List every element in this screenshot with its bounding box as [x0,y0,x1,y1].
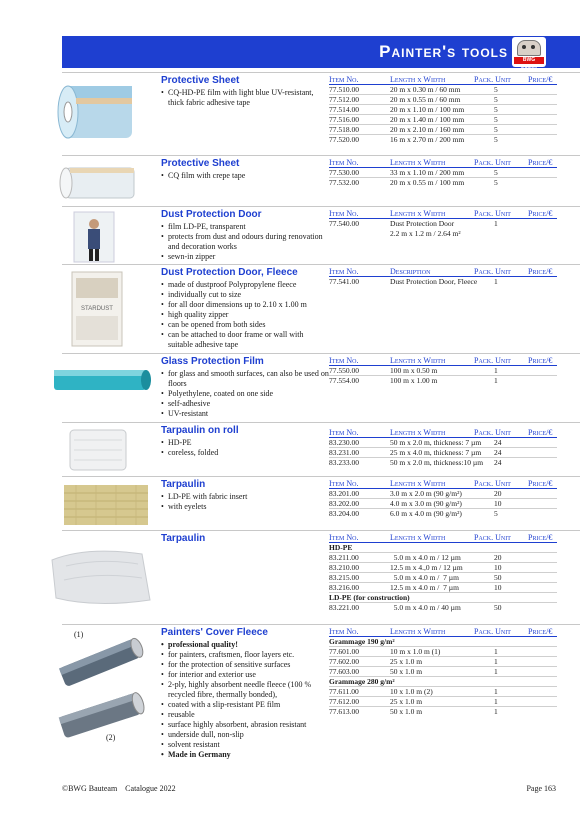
product-description [161,425,329,458]
product-description [161,356,329,419]
feature-bullet: • protects from dust and odours during renovation and decoration works [161,232,329,252]
table-row: 77.613.00 50 x 1.0 m 1 [329,707,498,716]
table-row: 77.611.00 10 x 1.0 m (2) 1 [329,687,557,697]
feature-bullet: • underside dull, non-slip [161,730,329,740]
table-header: Item No. Length x Width Pack. Unit Price/€ [329,158,557,168]
product-description [161,209,329,262]
table-row: 77.612.00 25 x 1.0 m 1 [329,697,557,707]
table-row: 77.550.00 100 m x 0.50 m 1 [329,366,557,376]
section-divider [62,72,580,73]
group-label: Grammage 280 g/m² [329,677,557,687]
section-divider [62,264,580,265]
product-title: Dust Protection Door [161,209,262,220]
feature-bullet: • HD-PE [161,438,329,448]
table-row: 77.514.00 20 m x 1.10 m / 100 mm 5 [329,105,557,115]
table-header: Item No. Length x Width Pack. Unit Price/€ [329,533,557,543]
fleece-roll-280-image [46,690,158,740]
feature-bullet: • coated with a slip-resistant PE film [161,700,329,710]
crepe-tape-roll-image [46,164,146,204]
dust-door-image [46,210,146,264]
section-divider [62,476,580,477]
logo-faces-icon [517,40,541,56]
feature-bullet: • can be opened from both sides [161,320,329,330]
feature-bullet: • for all door dimensions up to 2.10 x 1.00 m [161,300,329,310]
table-row: 83.204.00 6.0 m x 4.0 m (90 g/m²) 5 [329,509,498,518]
svg-text:STARDUST: STARDUST [81,306,113,312]
product-table [329,267,557,287]
product-description [161,479,329,512]
table-row: 77.601.00 10 m x 1.0 m (1) 1 [329,647,557,657]
product-table [329,627,557,717]
col-pack-unit: Pack. Unit [474,75,511,84]
brand-logo [512,37,546,70]
feature-bullet: • surface highly absorbent, abrasion resistant [161,720,329,730]
product-title: Protective Sheet [161,158,240,169]
feature-bullet: • for painters, craftsmen, floor layers etc. [161,650,329,660]
product-table [329,209,557,239]
footer-copyright: ©BWG Bauteam Catalogue 2022 [62,784,176,793]
table-row: 83.230.00 50 m x 2.0 m, thickness: 7 µm 24 [329,438,557,448]
group-label: LD-PE (for construction) [329,593,557,603]
product-table [329,158,557,188]
table-row: 77.510.00 20 m x 0.30 m / 60 mm 5 [329,85,557,95]
feature-bullet: • CQ film with crepe tape [161,171,329,181]
image-label: (2) [106,733,116,742]
table-row: 83.231.00 25 m x 4.0 m, thickness: 7 µm 24 [329,448,557,458]
feature-bullet: • Polyethylene, coated on one side [161,389,329,399]
page-footer [62,784,556,793]
product-title: Painters' Cover Fleece [161,627,268,638]
table-row: 77.532.00 20 m x 0.55 m / 100 mm 5 [329,178,498,187]
glass-film-roll-image [46,366,158,396]
col-price: Price/€ [528,75,553,84]
product-table [329,533,557,613]
table-row: 83.215.00 5.0 m x 4.0 m / 7 µm 50 [329,573,557,583]
feature-bullet: • reusable [161,710,329,720]
table-header: Item No. Length x Width Pack. Unit Price/€ [329,356,557,366]
product-table [329,428,557,468]
product-title: Dust Protection Door, Fleece [161,267,298,278]
feature-bullet: • with eyelets [161,502,329,512]
table-row: 83.233.00 50 m x 2.0 m, thickness:10 µm 24 [329,458,502,467]
product-description [161,75,329,108]
table-row: 77.540.00 Dust Protection Door 1 [329,219,498,228]
page-title: Painter's tools [379,42,508,61]
header-band [62,36,580,68]
table-row: 77.516.00 20 m x 1.40 m / 100 mm 5 [329,115,557,125]
section-divider [62,422,580,423]
table-header: Item No. Description Pack. Unit Price/€ [329,267,557,277]
col-item-no: Item No. [329,75,359,84]
product-title: Tarpaulin [161,533,206,544]
product-title: Tarpaulin [161,479,206,490]
image-label: (1) [74,630,84,639]
table-header: Item No. Length x Width Pack. Unit Price/€ [329,428,557,438]
table-header: Item No. Length x Width Pack. Unit Price/€ [329,479,557,489]
product-description [161,158,329,181]
table-row: 77.518.00 20 m x 2.10 m / 160 mm 5 [329,125,557,135]
product-description [161,627,329,760]
feature-bullet: • for the protection of sensitive surfaces [161,660,329,670]
feature-bullet: • self-adhesive [161,399,329,409]
table-header [329,75,557,85]
group-label: HD-PE [329,543,557,553]
product-table [329,356,557,386]
product-title: Tarpaulin on roll [161,425,239,436]
feature-bullet: • film LD-PE, transparent [161,222,329,232]
feature-bullet: • professional quality! [161,640,329,650]
product-description [161,267,329,350]
feature-bullet: • sewn-in zipper [161,252,329,262]
feature-bullet: • for glass and smooth surfaces, can also be used on floors [161,369,329,389]
table-row: 83.210.00 12.5 m x 4.,0 m / 12 µm 10 [329,563,557,573]
page-number: Page 163 [526,784,556,793]
feature-bullet: • LD-PE with fabric insert [161,492,329,502]
feature-bullet: • can be attached to door frame or wall with suitable adhesive tape [161,330,329,350]
folded-tarpaulin-image [46,540,158,610]
section-divider [62,206,580,207]
product-table [329,479,557,519]
table-row: 83.221.00 5.0 m x 4.0 m / 40 µm 50 [329,603,502,612]
feature-bullet: • UV-resistant [161,409,329,419]
feature-bullet: • CQ-HD-PE film with light blue UV-resistant, thick fabric adhesive tape [161,88,329,108]
table-row: 77.554.00 100 m x 1.00 m 1 [329,376,498,385]
table-row: 77.602.00 25 x 1.0 m 1 [329,657,557,667]
feature-bullet: • coreless, folded [161,448,329,458]
fabric-tarpaulin-image [46,481,158,529]
table-row: 83.211.00 5.0 m x 4.0 m / 12 µm 20 [329,553,557,563]
feature-bullet: • for interior and exterior use [161,670,329,680]
section-divider [62,530,580,531]
product-title: Glass Protection Film [161,356,264,367]
logo-banner: BWG Quality [514,57,544,64]
table-header: Item No. Length x Width Pack. Unit Price/€ [329,627,557,637]
section-divider [62,155,580,156]
col-size: Length x Width [390,75,446,84]
fleece-roll-190-image [46,638,158,688]
table-row: 77.512.00 20 m x 0.55 m / 60 mm 5 [329,95,557,105]
product-table [329,75,557,145]
feature-bullet: • high quality zipper [161,310,329,320]
section-divider [62,353,580,354]
protective-sheet-roll-image [46,80,146,146]
table-row: 77.530.00 33 m x 1.10 m / 200 mm 5 [329,168,557,178]
table-row: 2.2 m x 1.2 m / 2.64 m² [390,229,461,238]
product-title: Protective Sheet [161,75,240,86]
product-description [161,533,329,545]
fleece-door-package-image [46,268,146,350]
feature-bullet: • made of dustproof Polypropylene fleece [161,280,329,290]
table-row: 83.216.00 12.5 m x 4.0 m / 7 µm 10 [329,583,557,593]
feature-bullet: • 2-ply, highly absorbent needle fleece (100 % recycled fibre, thermally bonded), [161,680,329,700]
section-divider [62,624,580,625]
table-row: 77.603.00 50 x 1.0 m 1 [329,667,557,677]
table-row: 83.202.00 4.0 m x 3.0 m (90 g/m²) 10 [329,499,557,509]
feature-bullet: • solvent resistant [161,740,329,750]
feature-bullet: • individually cut to size [161,290,329,300]
table-row: 77.520.00 16 m x 2.70 m / 200 mm 5 [329,135,498,144]
group-label: Grammage 190 g/m² [329,637,557,647]
table-row: 83.201.00 3.0 m x 2.0 m (90 g/m²) 20 [329,489,557,499]
tarpaulin-roll-image [46,426,146,474]
feature-bullet: • Made in Germany [161,750,329,760]
table-row: 77.541.00 Dust Protection Door, Fleece 1 [329,277,498,286]
table-header: Item No. Length x Width Pack. Unit Price/€ [329,209,557,219]
